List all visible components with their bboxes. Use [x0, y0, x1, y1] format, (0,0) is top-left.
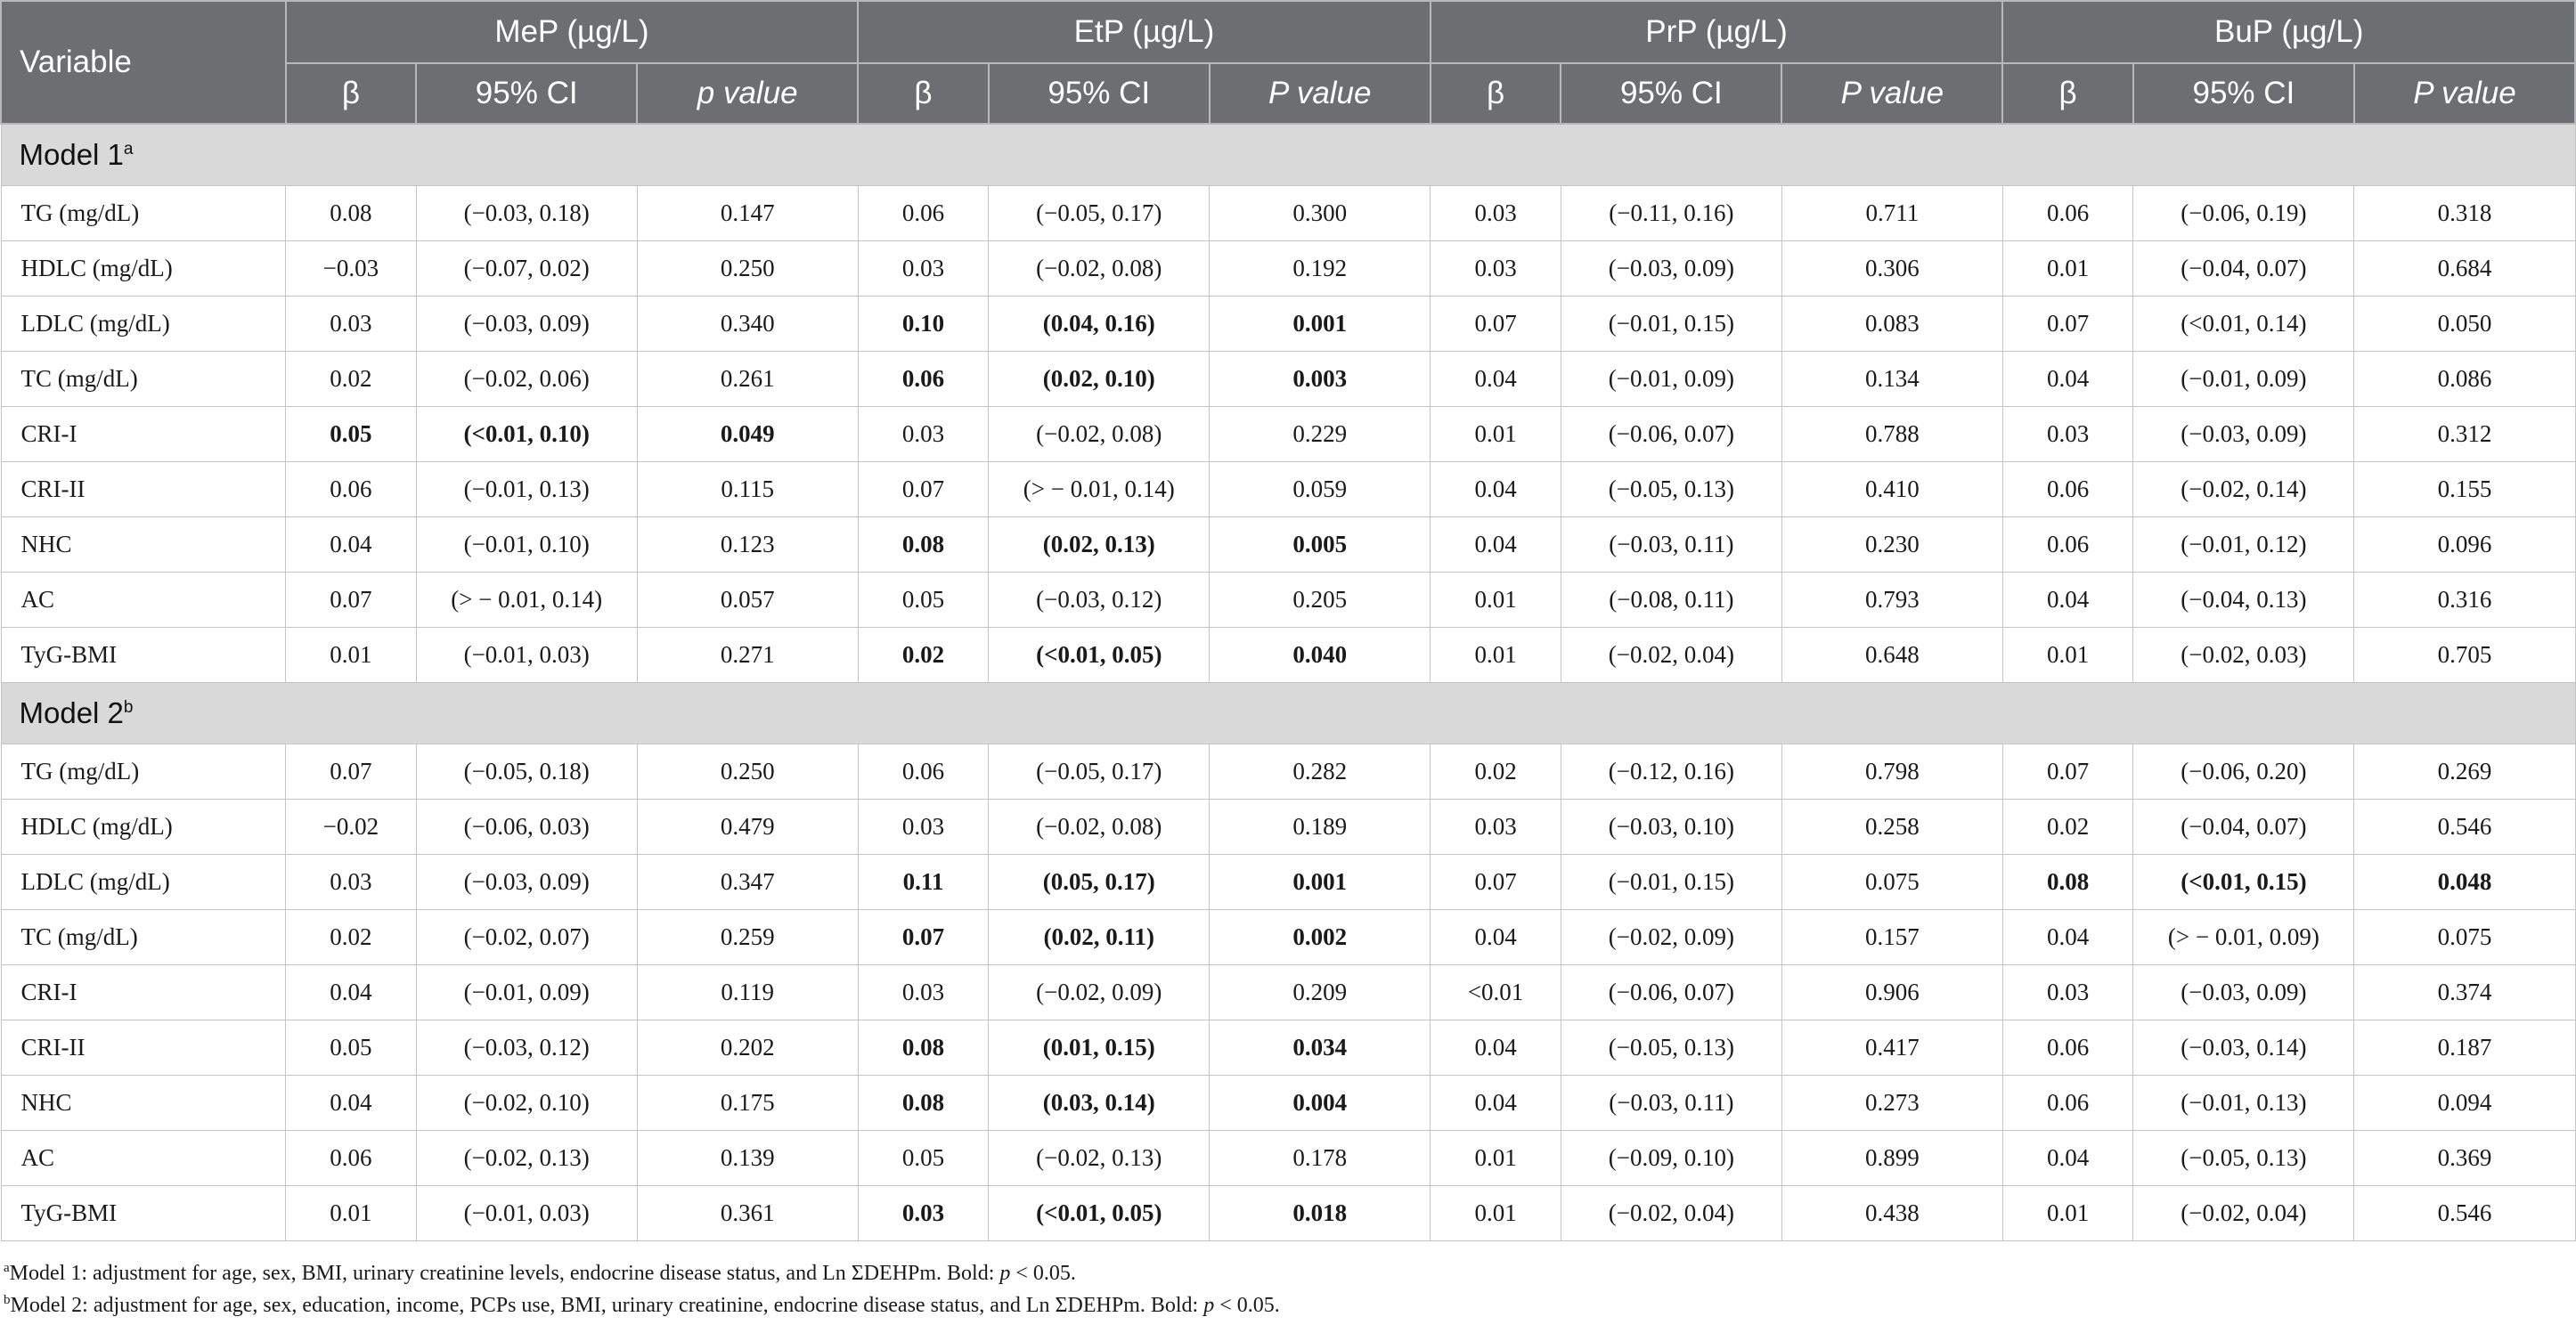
p-value-cell: 0.300	[1210, 186, 1431, 241]
ci-cell: (−0.06, 0.07)	[1561, 407, 1781, 462]
p-value-cell: 0.546	[2354, 800, 2575, 855]
beta-cell: 0.07	[2002, 297, 2133, 352]
ci-cell: (−0.05, 0.13)	[1561, 462, 1781, 517]
beta-header: β	[858, 63, 989, 124]
table-row	[1, 628, 2575, 683]
ci-cell: (<0.01, 0.14)	[2133, 297, 2354, 352]
ci-cell: (<0.01, 0.05)	[989, 1186, 1210, 1241]
beta-cell: 0.08	[2002, 855, 2133, 910]
ci-cell: (−0.01, 0.10)	[416, 517, 637, 573]
ci-cell: (−0.01, 0.09)	[416, 965, 637, 1020]
beta-cell: −0.03	[286, 241, 417, 297]
beta-cell: 0.04	[1431, 1076, 1561, 1131]
ci-cell: (0.02, 0.10)	[989, 352, 1210, 407]
beta-cell: 0.08	[858, 517, 989, 573]
beta-cell: 0.06	[2002, 186, 2133, 241]
ci-cell: (−0.02, 0.07)	[416, 910, 637, 965]
ci-cell: (−0.02, 0.09)	[989, 965, 1210, 1020]
variable-cell: TC (mg/dL)	[1, 910, 286, 965]
p-value-cell: 0.271	[637, 628, 858, 683]
p-value-cell: 0.189	[1210, 800, 1431, 855]
p-value-cell: 0.250	[637, 744, 858, 800]
ci-cell: (−0.02, 0.06)	[416, 352, 637, 407]
ci-cell: (0.04, 0.16)	[989, 297, 1210, 352]
beta-cell: −0.02	[286, 800, 417, 855]
variable-cell: CRI-I	[1, 965, 286, 1020]
ci-cell: (−0.03, 0.09)	[416, 855, 637, 910]
p-value-cell: 0.123	[637, 517, 858, 573]
table-row	[1, 241, 2575, 297]
beta-cell: 0.11	[858, 855, 989, 910]
variable-cell: CRI-II	[1, 462, 286, 517]
ci-cell: (−0.04, 0.13)	[2133, 573, 2354, 628]
p-value-cell: 0.001	[1210, 855, 1431, 910]
p-value-cell: 0.205	[1210, 573, 1431, 628]
ci-cell: (−0.03, 0.12)	[989, 573, 1210, 628]
beta-cell: 0.01	[1431, 573, 1561, 628]
beta-cell: 0.03	[1431, 800, 1561, 855]
ci-cell: (> − 0.01, 0.14)	[416, 573, 637, 628]
beta-cell: 0.02	[286, 352, 417, 407]
p-value-cell: 0.004	[1210, 1076, 1431, 1131]
p-value-header: P value	[2354, 63, 2575, 124]
variable-cell: LDLC (mg/dL)	[1, 297, 286, 352]
ci-cell: (<0.01, 0.10)	[416, 407, 637, 462]
p-value-header: P value	[1210, 63, 1431, 124]
beta-cell: 0.08	[286, 186, 417, 241]
p-value-cell: 0.369	[2354, 1131, 2575, 1186]
ci-cell: (−0.02, 0.04)	[1561, 1186, 1781, 1241]
beta-header: β	[1431, 63, 1561, 124]
beta-cell: 0.04	[2002, 910, 2133, 965]
p-value-cell: 0.002	[1210, 910, 1431, 965]
variable-cell: HDLC (mg/dL)	[1, 241, 286, 297]
beta-cell: 0.03	[858, 407, 989, 462]
ci-cell: (<0.01, 0.15)	[2133, 855, 2354, 910]
beta-cell: 0.04	[286, 517, 417, 573]
p-value-cell: 0.187	[2354, 1020, 2575, 1076]
variable-cell: NHC	[1, 1076, 286, 1131]
ci-cell: (−0.02, 0.04)	[2133, 1186, 2354, 1241]
p-value-cell: 0.094	[2354, 1076, 2575, 1131]
beta-cell: 0.06	[286, 1131, 417, 1186]
p-value-cell: 0.001	[1210, 297, 1431, 352]
ci-cell: (−0.05, 0.17)	[989, 744, 1210, 800]
ci-cell: (−0.03, 0.18)	[416, 186, 637, 241]
p-value-cell: 0.157	[1781, 910, 2002, 965]
p-value-cell: 0.438	[1781, 1186, 2002, 1241]
ci-cell: (−0.02, 0.13)	[416, 1131, 637, 1186]
beta-cell: 0.01	[1431, 628, 1561, 683]
ci-cell: (−0.03, 0.09)	[2133, 965, 2354, 1020]
beta-cell: 0.03	[1431, 186, 1561, 241]
ci-header: 95% CI	[989, 63, 1210, 124]
ci-cell: (−0.09, 0.10)	[1561, 1131, 1781, 1186]
table-row	[1, 462, 2575, 517]
beta-cell: 0.02	[858, 628, 989, 683]
beta-header: β	[286, 63, 417, 124]
beta-cell: 0.04	[286, 965, 417, 1020]
header-group-row	[1, 1, 2575, 63]
p-value-header: p value	[637, 63, 858, 124]
variable-cell: TC (mg/dL)	[1, 352, 286, 407]
p-value-cell: 0.316	[2354, 573, 2575, 628]
beta-cell: 0.02	[1431, 744, 1561, 800]
p-value-cell: 0.192	[1210, 241, 1431, 297]
p-value-cell: 0.048	[2354, 855, 2575, 910]
beta-cell: 0.03	[1431, 241, 1561, 297]
header-sub-row	[1, 63, 2575, 124]
table-row	[1, 1076, 2575, 1131]
ci-cell: (−0.04, 0.07)	[2133, 800, 2354, 855]
p-value-cell: 0.059	[1210, 462, 1431, 517]
variable-cell: TyG-BMI	[1, 1186, 286, 1241]
ci-cell: (−0.07, 0.02)	[416, 241, 637, 297]
etp-group-header: EtP (µg/L)	[858, 1, 1431, 63]
ci-cell: (−0.03, 0.12)	[416, 1020, 637, 1076]
ci-cell: (−0.02, 0.13)	[989, 1131, 1210, 1186]
p-value-cell: 0.049	[637, 407, 858, 462]
beta-cell: 0.05	[286, 1020, 417, 1076]
table-row	[1, 800, 2575, 855]
p-value-cell: 0.705	[2354, 628, 2575, 683]
ci-cell: (−0.01, 0.09)	[1561, 352, 1781, 407]
p-value-cell: 0.202	[637, 1020, 858, 1076]
ci-cell: (−0.03, 0.11)	[1561, 1076, 1781, 1131]
ci-cell: (−0.01, 0.03)	[416, 1186, 637, 1241]
model-section-label: Model 2$^b$	[1, 683, 2575, 744]
ci-cell: (−0.01, 0.03)	[416, 628, 637, 683]
p-value-cell: 0.229	[1210, 407, 1431, 462]
ci-cell: (−0.02, 0.08)	[989, 241, 1210, 297]
beta-cell: 0.03	[2002, 407, 2133, 462]
beta-cell: 0.03	[858, 1186, 989, 1241]
variable-cell: HDLC (mg/dL)	[1, 800, 286, 855]
ci-cell: (−0.01, 0.09)	[2133, 352, 2354, 407]
p-value-cell: 0.178	[1210, 1131, 1431, 1186]
ci-cell: (−0.02, 0.10)	[416, 1076, 637, 1131]
beta-cell: 0.04	[1431, 1020, 1561, 1076]
p-value-cell: 0.273	[1781, 1076, 2002, 1131]
footnote-model-1: $^a$Model 1: adjustment for age, sex, BMI, urinary creatinine levels, endocrine disease status, and Ln ΣDEHPm. Bold: p < 0.05.	[4, 1261, 1076, 1285]
ci-cell: (−0.02, 0.08)	[989, 800, 1210, 855]
ci-cell: (−0.12, 0.16)	[1561, 744, 1781, 800]
model-section-label: Model 1$^a$	[1, 124, 2575, 186]
beta-cell: 0.01	[2002, 1186, 2133, 1241]
p-value-header: P value	[1781, 63, 2002, 124]
prp-group-header: PrP (µg/L)	[1431, 1, 2003, 63]
p-value-cell: 0.034	[1210, 1020, 1431, 1076]
p-value-cell: 0.312	[2354, 407, 2575, 462]
p-value-cell: 0.086	[2354, 352, 2575, 407]
p-value-cell: 0.340	[637, 297, 858, 352]
p-value-cell: 0.410	[1781, 462, 2002, 517]
table-row	[1, 407, 2575, 462]
table-row	[1, 1186, 2575, 1241]
beta-cell: 0.04	[2002, 352, 2133, 407]
ci-cell: (−0.02, 0.04)	[1561, 628, 1781, 683]
p-value-cell: 0.139	[637, 1131, 858, 1186]
beta-cell: 0.04	[1431, 910, 1561, 965]
beta-cell: 0.01	[286, 628, 417, 683]
p-value-cell: 0.261	[637, 352, 858, 407]
ci-cell: (−0.06, 0.19)	[2133, 186, 2354, 241]
p-value-cell: 0.417	[1781, 1020, 2002, 1076]
beta-cell: 0.01	[1431, 1186, 1561, 1241]
beta-cell: 0.05	[858, 1131, 989, 1186]
beta-cell: 0.03	[286, 297, 417, 352]
p-value-cell: 0.155	[2354, 462, 2575, 517]
ci-cell: (−0.02, 0.09)	[1561, 910, 1781, 965]
beta-cell: 0.01	[1431, 1131, 1561, 1186]
ci-header: 95% CI	[1561, 63, 1781, 124]
beta-cell: 0.02	[286, 910, 417, 965]
p-value-cell: 0.230	[1781, 517, 2002, 573]
beta-cell: 0.07	[286, 573, 417, 628]
p-value-cell: 0.259	[637, 910, 858, 965]
beta-cell: 0.03	[858, 965, 989, 1020]
beta-cell: 0.07	[858, 910, 989, 965]
p-value-cell: 0.479	[637, 800, 858, 855]
beta-cell: 0.01	[2002, 241, 2133, 297]
variable-cell: CRI-II	[1, 1020, 286, 1076]
beta-cell: 0.04	[1431, 352, 1561, 407]
p-value-cell: 0.075	[1781, 855, 2002, 910]
ci-cell: (−0.08, 0.11)	[1561, 573, 1781, 628]
ci-cell: (−0.11, 0.16)	[1561, 186, 1781, 241]
beta-header: β	[2002, 63, 2133, 124]
table-row	[1, 965, 2575, 1020]
p-value-cell: 0.134	[1781, 352, 2002, 407]
ci-cell: (<0.01, 0.05)	[989, 628, 1210, 683]
variable-cell: TG (mg/dL)	[1, 744, 286, 800]
footnote-model-2: $^b$Model 2: adjustment for age, sex, education, income, PCPs use, BMI, urinary creatinine, endocrine disease status, and Ln ΣDEHPm. Bold: p < 0.05.	[4, 1293, 1280, 1317]
p-value-cell: 0.546	[2354, 1186, 2575, 1241]
ci-cell: (−0.06, 0.03)	[416, 800, 637, 855]
footnotes	[0, 1252, 2576, 1316]
beta-cell: 0.07	[286, 744, 417, 800]
beta-cell: 0.06	[2002, 517, 2133, 573]
ci-cell: (−0.01, 0.13)	[416, 462, 637, 517]
beta-cell: 0.06	[286, 462, 417, 517]
ci-cell: (−0.01, 0.12)	[2133, 517, 2354, 573]
p-value-cell: 0.361	[637, 1186, 858, 1241]
p-value-cell: 0.899	[1781, 1131, 2002, 1186]
ci-cell: (0.03, 0.14)	[989, 1076, 1210, 1131]
variable-cell: TG (mg/dL)	[1, 186, 286, 241]
ci-cell: (−0.05, 0.13)	[1561, 1020, 1781, 1076]
ci-cell: (−0.02, 0.03)	[2133, 628, 2354, 683]
table-body	[1, 124, 2575, 1241]
ci-cell: (−0.05, 0.18)	[416, 744, 637, 800]
beta-cell: 0.04	[2002, 1131, 2133, 1186]
table-row	[1, 1131, 2575, 1186]
beta-cell: 0.04	[286, 1076, 417, 1131]
beta-cell: 0.05	[858, 573, 989, 628]
beta-cell: 0.03	[286, 855, 417, 910]
beta-cell: 0.01	[1431, 407, 1561, 462]
model-section-row	[1, 124, 2575, 186]
variable-cell: TyG-BMI	[1, 628, 286, 683]
variable-cell: AC	[1, 1131, 286, 1186]
p-value-cell: 0.083	[1781, 297, 2002, 352]
p-value-cell: 0.119	[637, 965, 858, 1020]
p-value-cell: 0.711	[1781, 186, 2002, 241]
p-value-cell: 0.684	[2354, 241, 2575, 297]
table-row	[1, 352, 2575, 407]
ci-cell: (−0.06, 0.07)	[1561, 965, 1781, 1020]
ci-cell: (> − 0.01, 0.09)	[2133, 910, 2354, 965]
table-row	[1, 1020, 2575, 1076]
ci-cell: (−0.01, 0.15)	[1561, 855, 1781, 910]
p-value-cell: 0.788	[1781, 407, 2002, 462]
p-value-cell: 0.057	[637, 573, 858, 628]
beta-cell: 0.06	[2002, 462, 2133, 517]
ci-cell: (−0.03, 0.10)	[1561, 800, 1781, 855]
bup-group-header: BuP (µg/L)	[2002, 1, 2575, 63]
beta-cell: 0.04	[1431, 462, 1561, 517]
mep-group-header: MeP (µg/L)	[286, 1, 859, 63]
variable-cell: NHC	[1, 517, 286, 573]
beta-cell: 0.08	[858, 1020, 989, 1076]
p-value-cell: 0.018	[1210, 1186, 1431, 1241]
ci-cell: (−0.03, 0.09)	[2133, 407, 2354, 462]
p-value-cell: 0.096	[2354, 517, 2575, 573]
ci-cell: (−0.03, 0.09)	[1561, 241, 1781, 297]
beta-cell: 0.01	[2002, 628, 2133, 683]
table-row	[1, 744, 2575, 800]
ci-cell: (0.05, 0.17)	[989, 855, 1210, 910]
variable-column-header: Variable	[1, 1, 286, 124]
model-section-row	[1, 683, 2575, 744]
p-value-cell: 0.648	[1781, 628, 2002, 683]
p-value-cell: 0.115	[637, 462, 858, 517]
table-row	[1, 297, 2575, 352]
p-value-cell: 0.040	[1210, 628, 1431, 683]
p-value-cell: 0.075	[2354, 910, 2575, 965]
p-value-cell: 0.003	[1210, 352, 1431, 407]
p-value-cell: 0.050	[2354, 297, 2575, 352]
table-row	[1, 186, 2575, 241]
beta-cell: 0.07	[1431, 297, 1561, 352]
ci-cell: (−0.06, 0.20)	[2133, 744, 2354, 800]
ci-cell: (0.02, 0.13)	[989, 517, 1210, 573]
p-value-cell: 0.209	[1210, 965, 1431, 1020]
beta-cell: 0.06	[858, 352, 989, 407]
p-value-cell: 0.798	[1781, 744, 2002, 800]
beta-cell: 0.08	[858, 1076, 989, 1131]
beta-cell: 0.06	[2002, 1076, 2133, 1131]
ci-cell: (−0.03, 0.11)	[1561, 517, 1781, 573]
p-value-cell: 0.005	[1210, 517, 1431, 573]
ci-cell: (−0.02, 0.14)	[2133, 462, 2354, 517]
p-value-cell: 0.269	[2354, 744, 2575, 800]
ci-cell: (0.02, 0.11)	[989, 910, 1210, 965]
variable-cell: AC	[1, 573, 286, 628]
ci-cell: (−0.05, 0.13)	[2133, 1131, 2354, 1186]
ci-header: 95% CI	[416, 63, 637, 124]
p-value-cell: 0.175	[637, 1076, 858, 1131]
beta-cell: 0.06	[858, 186, 989, 241]
p-value-cell: 0.258	[1781, 800, 2002, 855]
beta-cell: 0.10	[858, 297, 989, 352]
beta-cell: 0.03	[2002, 965, 2133, 1020]
variable-cell: LDLC (mg/dL)	[1, 855, 286, 910]
beta-cell: 0.06	[858, 744, 989, 800]
beta-cell: 0.07	[858, 462, 989, 517]
p-value-cell: 0.147	[637, 186, 858, 241]
beta-cell: 0.05	[286, 407, 417, 462]
table-row	[1, 910, 2575, 965]
p-value-cell: 0.282	[1210, 744, 1431, 800]
beta-cell: 0.03	[858, 241, 989, 297]
ci-cell: (−0.05, 0.17)	[989, 186, 1210, 241]
ci-header: 95% CI	[2133, 63, 2354, 124]
table-row	[1, 573, 2575, 628]
ci-cell: (> − 0.01, 0.14)	[989, 462, 1210, 517]
p-value-cell: 0.374	[2354, 965, 2575, 1020]
p-value-cell: 0.347	[637, 855, 858, 910]
table-row	[1, 855, 2575, 910]
ci-cell: (−0.02, 0.08)	[989, 407, 1210, 462]
ci-cell: (−0.04, 0.07)	[2133, 241, 2354, 297]
beta-cell: 0.01	[286, 1186, 417, 1241]
ci-cell: (−0.01, 0.15)	[1561, 297, 1781, 352]
table-row	[1, 517, 2575, 573]
beta-cell: 0.06	[2002, 1020, 2133, 1076]
p-value-cell: 0.906	[1781, 965, 2002, 1020]
p-value-cell: 0.318	[2354, 186, 2575, 241]
p-value-cell: 0.793	[1781, 573, 2002, 628]
variable-cell: CRI-I	[1, 407, 286, 462]
beta-cell: 0.04	[1431, 517, 1561, 573]
p-value-cell: 0.250	[637, 241, 858, 297]
ci-cell: (−0.03, 0.14)	[2133, 1020, 2354, 1076]
beta-cell: 0.02	[2002, 800, 2133, 855]
ci-cell: (0.01, 0.15)	[989, 1020, 1210, 1076]
table-header	[1, 1, 2575, 124]
beta-cell: 0.07	[2002, 744, 2133, 800]
ci-cell: (−0.01, 0.13)	[2133, 1076, 2354, 1131]
beta-cell: <0.01	[1431, 965, 1561, 1020]
beta-cell: 0.03	[858, 800, 989, 855]
beta-cell: 0.04	[2002, 573, 2133, 628]
ci-cell: (−0.03, 0.09)	[416, 297, 637, 352]
p-value-cell: 0.306	[1781, 241, 2002, 297]
beta-cell: 0.07	[1431, 855, 1561, 910]
